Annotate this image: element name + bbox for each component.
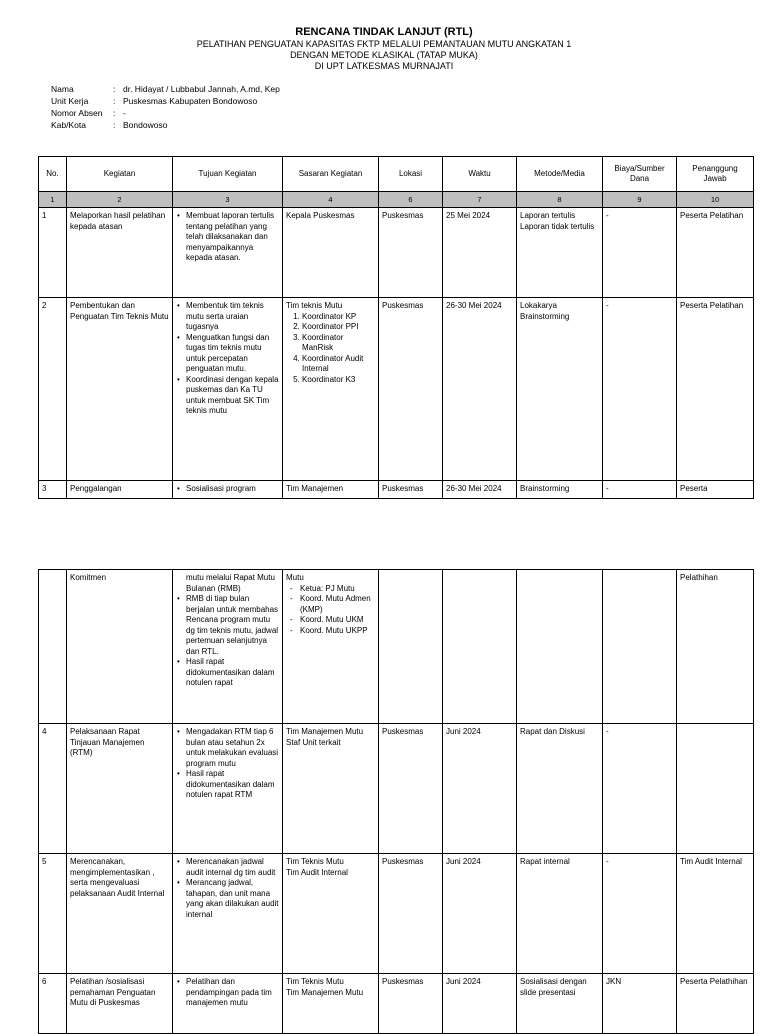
meta-label: Unit Kerja — [51, 96, 89, 106]
cell-sasaran — [283, 298, 379, 481]
tujuan-item: • Merancang jadwal, tahapan, dan unit mana yang akan dilakukan audit internal — [186, 878, 279, 920]
metode-item: Lokakarya — [520, 301, 557, 310]
cell-waktu: Juni 2024 — [443, 724, 517, 854]
cell-no: 5 — [39, 854, 67, 974]
sasaran-item: 1. Koordinator KP — [302, 312, 375, 323]
rtl-table-page-1 — [38, 156, 754, 499]
cell-no: 3 — [39, 481, 67, 499]
col-header: Sasaran Kegiatan — [283, 157, 379, 192]
col-number: 7 — [443, 192, 517, 208]
col-number: 3 — [173, 192, 283, 208]
col-header: Metode/Media — [517, 157, 603, 192]
col-number: 6 — [379, 192, 443, 208]
cell-biaya: - — [603, 298, 677, 481]
sasaran-line: Tim Teknis Mutu — [286, 977, 344, 986]
meta-row-absen: Nomor Absen : - — [51, 108, 126, 118]
col-number: 9 — [603, 192, 677, 208]
document-subtitle-2: DENGAN METODE KLASIKAL (TATAP MUKA) — [290, 50, 478, 60]
cell-tujuan — [173, 570, 283, 724]
tujuan-item: • Menguatkan fungsi dan tugas tim teknis mutu untuk percepatan penguatan mutu. — [186, 333, 279, 375]
col-number: 4 — [283, 192, 379, 208]
sasaran-item: - Koord. Mutu UKPP — [300, 626, 375, 637]
document-header — [0, 26, 768, 72]
sasaran-title: Mutu — [286, 573, 304, 582]
meta-row-nama: Nama : dr. Hidayat / Lubbabul Jannah, A.md, Kep — [51, 84, 280, 94]
cell-no: 1 — [39, 208, 67, 298]
cell-waktu — [443, 570, 517, 724]
table-row — [39, 854, 754, 974]
cell-lokasi: Puskesmas — [379, 481, 443, 499]
cell-kegiatan: Melaporkan hasil pelatihan kepada atasan — [67, 208, 173, 298]
identity-block — [51, 83, 280, 131]
sasaran-title: Tim teknis Mutu — [286, 301, 343, 310]
cell-waktu: Juni 2024 — [443, 854, 517, 974]
cell-waktu: 26-30 Mei 2024 — [443, 298, 517, 481]
cell-tujuan — [173, 481, 283, 499]
table-row — [39, 974, 754, 1034]
cell-kegiatan: Merencanakan, mengimplementasikan , serta mengevaluasi pelaksanaan Audit Internal — [67, 854, 173, 974]
cell-no: 6 — [39, 974, 67, 1034]
cell-pj: Tim Audit Internal — [677, 854, 754, 974]
cell-waktu: 25 Mei 2024 — [443, 208, 517, 298]
col-header: Biaya/Sumber Dana — [603, 157, 677, 192]
sasaran-line: Tim Manajemen Mutu — [286, 987, 364, 997]
sasaran-line: Tim Manajemen Mutu — [286, 727, 364, 736]
sasaran-item: - Koord. Mutu UKM — [300, 615, 375, 626]
col-header: No. — [39, 157, 67, 192]
column-number-row — [39, 192, 754, 208]
cell-waktu: Juni 2024 — [443, 974, 517, 1034]
cell-kegiatan: Pembentukan dan Penguatan Tim Teknis Mutu — [67, 298, 173, 481]
tujuan-item: • Hasil rapat didokumentasikan dalam notulen rapat RTM — [186, 769, 279, 801]
col-header: Tujuan Kegiatan — [173, 157, 283, 192]
sasaran-item: 4. Koordinator Audit Internal — [302, 354, 375, 375]
cell-tujuan — [173, 298, 283, 481]
meta-row-kabkota: Kab/Kota : Bondowoso — [51, 120, 168, 130]
col-number: 10 — [677, 192, 754, 208]
sasaran-line: Tim Audit Internal — [286, 867, 348, 877]
document-subtitle-1: PELATIHAN PENGUATAN KAPASITAS FKTP MELALUI PEMANTAUAN MUTU ANGKATAN 1 — [196, 39, 572, 49]
cell-metode — [517, 298, 603, 481]
table-row — [39, 570, 754, 724]
cell-no: 2 — [39, 298, 67, 481]
cell-pj: Peserta Pelathihan — [677, 974, 754, 1034]
tujuan-item: • Mengadakan RTM tiap 6 bulan atau setahun 2x untuk melakukan evaluasi program mutu — [186, 727, 279, 769]
cell-pj: Peserta — [677, 481, 754, 499]
rtl-table-page-2 — [38, 569, 754, 1034]
cell-lokasi: Puskesmas — [379, 298, 443, 481]
cell-no: 4 — [39, 724, 67, 854]
sasaran-item: - Koord. Mutu Admen (KMP) — [300, 594, 375, 615]
cell-lokasi: Puskesmas — [379, 854, 443, 974]
col-number: 1 — [39, 192, 67, 208]
cell-pj: Pelathihan — [677, 570, 754, 724]
cell-sasaran — [283, 724, 379, 854]
meta-label: Nomor Absen — [51, 108, 103, 118]
tujuan-item: • Sosialisasi program — [186, 484, 279, 495]
cell-lokasi: Puskesmas — [379, 208, 443, 298]
tujuan-item: • Hasil rapat didokumentasikan dalam notulen rapat — [186, 657, 279, 689]
cell-sasaran: Kepala Puskesmas — [283, 208, 379, 298]
cell-metode: Rapat internal — [517, 854, 603, 974]
col-header: Lokasi — [379, 157, 443, 192]
cell-lokasi: Puskesmas — [379, 724, 443, 854]
col-header: Penanggung Jawab — [677, 157, 754, 192]
col-header: Kegiatan — [67, 157, 173, 192]
cell-metode: Brainstorming — [517, 481, 603, 499]
tujuan-item: • Membuat laporan tertulis tentang pelatihan yang telah dilaksanakan dan menyampaikannya kepada atasan. — [186, 211, 279, 264]
cell-kegiatan: Komitmen — [67, 570, 173, 724]
cell-tujuan — [173, 724, 283, 854]
cell-kegiatan: Pelaksanaan Rapat Tinjauan Manajemen (RTM) — [67, 724, 173, 854]
cell-pj: Peserta Pelatihan — [677, 208, 754, 298]
sasaran-item: 3. Koordinator ManRisk — [302, 333, 375, 354]
cell-biaya — [603, 570, 677, 724]
cell-biaya: - — [603, 481, 677, 499]
cell-metode: Rapat dan Diskusi — [517, 724, 603, 854]
meta-label: Kab/Kota — [51, 120, 86, 130]
cell-kegiatan: Pelatihan /sosialisasi pemahaman Penguatan Mutu di Puskesmas — [67, 974, 173, 1034]
meta-label: Nama — [51, 84, 74, 94]
table-row — [39, 481, 754, 499]
cell-pj: Peserta Pelatihan — [677, 298, 754, 481]
sasaran-line: Tim Teknis Mutu — [286, 857, 344, 866]
cell-sasaran — [283, 974, 379, 1034]
meta-row-unit: Unit Kerja : Puskesmas Kabupaten Bondowoso — [51, 96, 258, 106]
meta-value: - — [123, 108, 126, 118]
sasaran-item: 5. Koordinator K3 — [302, 375, 375, 386]
cell-metode — [517, 570, 603, 724]
cell-sasaran — [283, 854, 379, 974]
tujuan-item: • Koordinasi dengan kepala puskemas dan Ka TU untuk membuat SK Tim teknis mutu — [186, 375, 279, 417]
cell-biaya: JKN — [603, 974, 677, 1034]
meta-value: Bondowoso — [123, 120, 168, 130]
meta-value: Puskesmas Kabupaten Bondowoso — [123, 96, 258, 106]
sasaran-item: 2. Koordinator PPI — [302, 322, 375, 333]
sasaran-item: - Ketua: PJ Mutu — [300, 584, 375, 595]
table-row — [39, 724, 754, 854]
metode-item: Laporan tertulis — [520, 211, 576, 220]
cell-lokasi — [379, 570, 443, 724]
cell-pj — [677, 724, 754, 854]
cell-biaya: - — [603, 854, 677, 974]
cell-kegiatan: Penggalangan — [67, 481, 173, 499]
cell-no — [39, 570, 67, 724]
cell-tujuan — [173, 208, 283, 298]
metode-item: Laporan tidak tertulis — [520, 221, 595, 231]
cell-metode — [517, 208, 603, 298]
cell-sasaran — [283, 570, 379, 724]
col-number: 8 — [517, 192, 603, 208]
table-row — [39, 208, 754, 298]
tujuan-item: • Merencanakan jadwal audit internal dg tim audit — [186, 857, 279, 878]
sasaran-line: Staf Unit terkait — [286, 737, 341, 747]
document-subtitle-3: DI UPT LATKESMAS MURNAJATI — [314, 61, 454, 71]
table-row — [39, 298, 754, 481]
cell-tujuan — [173, 974, 283, 1034]
cell-waktu: 26-30 Mei 2024 — [443, 481, 517, 499]
tujuan-continuation: mutu melalui Rapat Mutu Bulanan (RMB) — [186, 573, 275, 593]
meta-value: dr. Hidayat / Lubbabul Jannah, A.md, Kep — [123, 84, 280, 94]
col-number: 2 — [67, 192, 173, 208]
header-row — [39, 157, 754, 192]
cell-tujuan — [173, 854, 283, 974]
document-title: RENCANA TINDAK LANJUT (RTL) — [295, 26, 473, 38]
metode-item: Brainstorming — [520, 311, 570, 321]
cell-metode: Sosialisasi dengan slide presentasi — [517, 974, 603, 1034]
tujuan-item: • Membentuk tim teknis mutu serta uraian tugasnya — [186, 301, 279, 333]
cell-biaya: - — [603, 208, 677, 298]
cell-lokasi: Puskesmas — [379, 974, 443, 1034]
col-header: Waktu — [443, 157, 517, 192]
cell-sasaran: Tim Manajemen — [283, 481, 379, 499]
tujuan-item: • Pelatihan dan pendampingan pada tim manajemen mutu — [186, 977, 279, 1009]
cell-biaya: - — [603, 724, 677, 854]
tujuan-item: • RMB di tiap bulan berjalan untuk membahas Rencana program mutu dg tim teknis mutu, jadwal pertemuan selanjutnya dan RTL. — [186, 594, 279, 657]
